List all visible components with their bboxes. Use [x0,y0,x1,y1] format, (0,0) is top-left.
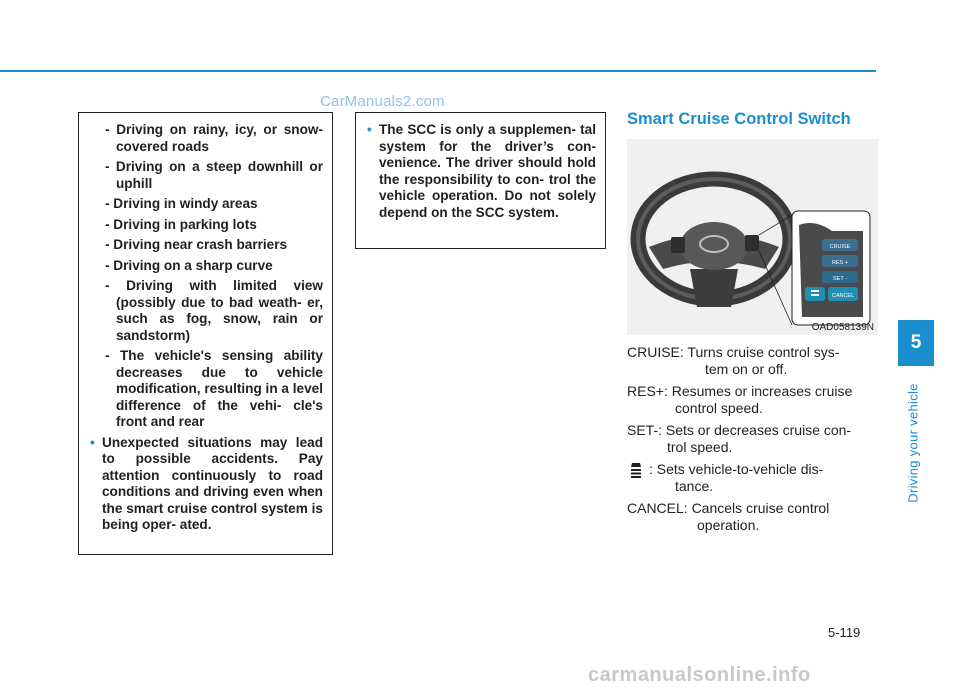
chapter-number-tab: 5 [898,320,934,366]
list-item: - Driving on a sharp curve [105,257,273,273]
header-rule [0,70,876,72]
definition-list [627,344,878,539]
section-title: Smart Cruise Control Switch [627,110,851,128]
bullet-icon: • [367,122,372,137]
switch-label-cruise: CRUISE [829,244,851,250]
definition-text: trol speed. [667,439,733,455]
page-number: 5-119 [828,625,861,640]
definition-cancel [627,500,878,534]
caution-box-left [78,112,333,555]
steering-wheel-illustration [627,139,878,335]
list-item: - Driving on a steep downhill or uphill [105,159,323,191]
switch-label-res: RES + [831,260,849,266]
bullet-item [88,435,323,534]
bullet-icon: • [90,434,95,450]
caution-box-right [355,112,606,249]
list-item: - Driving in windy areas [105,196,258,211]
definition-text: CRUISE: Turns cruise control sys- [627,344,840,360]
watermark-bottom: carmanualsonline.info [588,664,811,686]
definition-text: control speed. [675,400,763,416]
definition-cruise [627,344,878,378]
switch-label-cancel: CANCEL [831,293,855,299]
list-item: - Driving on rainy, icy, or snow-covered roads [105,122,323,154]
definition-distance [627,461,878,495]
bullet-text: The SCC is only a supplemen- tal system for the driver’s con- venience. The driver should hold the responsibility to con- trol the vehicle operation. Do not solely depend on the SCC system. [379,122,596,220]
list-item: - The vehicle's sensing ability decreases due to vehicle modification, resulting in a level difference of the vehi- cle's front and rear [105,348,323,429]
definition-text: RES+: Resumes or increases cruise [627,383,853,399]
chapter-title [893,378,933,508]
bullet-item [365,122,596,221]
definition-text: tem on or off. [705,361,788,377]
steering-wheel-figure [627,139,878,335]
definition-text: tance. [675,478,714,494]
definition-text: operation. [697,517,760,533]
bullet-text: Unexpected situations may lead to possible accidents. Pay attention continuously to road conditions and driving even when the smart cruise control system is being oper- ated. [102,434,323,532]
definition-set [627,422,878,456]
list-item: - Driving with limited view (possibly due to bad weath- er, such as fog, snow, rain or sandstorm) [105,278,323,343]
definition-res [627,383,878,417]
watermark-top: CarManuals2.com [320,93,445,110]
chapter-title-text: Driving your vehicle [905,383,921,503]
list-item: - Driving near crash barriers [105,237,288,252]
definition-text: SET-: Sets or decreases cruise con- [627,422,852,438]
vehicle-distance-icon [629,462,643,478]
definition-text: CANCEL: Cancels cruise control [627,500,830,516]
definition-text: : Sets vehicle-to-vehicle dis- [649,461,824,477]
switch-label-set: SET - [833,276,847,282]
figure-code: OAD058139N [811,322,874,333]
list-item: - Driving in parking lots [105,216,257,232]
